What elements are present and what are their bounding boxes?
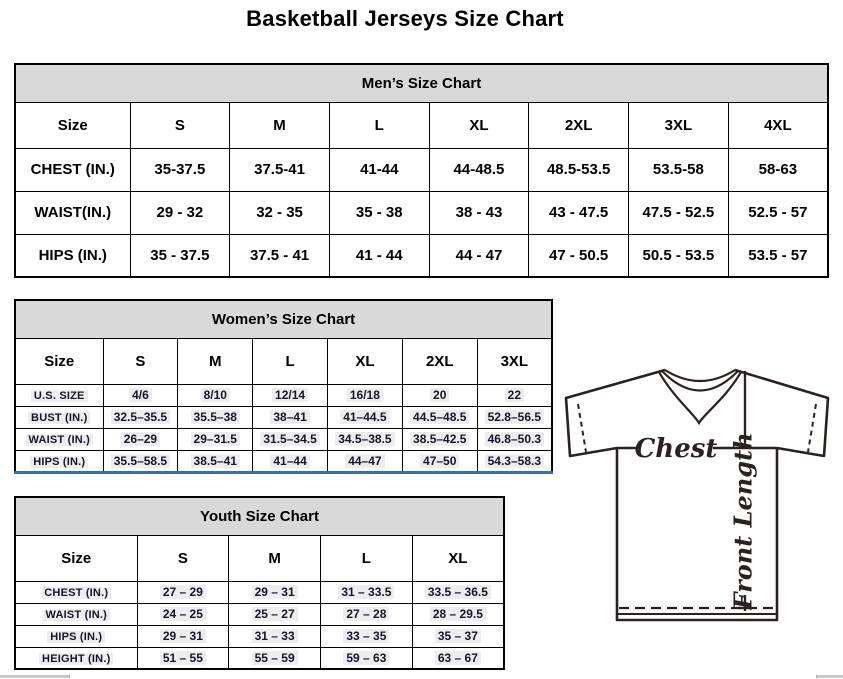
size-value: 38–41 (270, 410, 309, 424)
size-value-cell (529, 148, 629, 191)
table-row (15, 428, 552, 450)
header-row (15, 102, 828, 148)
size-value-cell (130, 234, 230, 277)
size-value: 35-37.5 (154, 161, 206, 178)
jersey-measurement-diagram (556, 358, 840, 630)
size-value-cell (477, 384, 552, 406)
size-value-cell (402, 406, 477, 428)
size-value-cell (130, 191, 230, 234)
size-value-cell (402, 450, 477, 472)
size-value-cell (412, 647, 504, 669)
size-value: 58-63 (758, 161, 798, 178)
row-label-cell (15, 647, 137, 669)
chest-label: Chest (634, 434, 718, 464)
size-column-header: S (103, 338, 178, 384)
row-label-cell (15, 191, 130, 234)
size-column-header: L (253, 338, 328, 384)
size-value: 35 - 37.5 (150, 246, 210, 264)
size-value-cell (178, 384, 253, 406)
size-value: 33.5 – 36.5 (425, 585, 491, 599)
row-label: WAIST(IN.) (34, 204, 112, 221)
size-value-cell (402, 384, 477, 406)
size-value-cell (253, 384, 328, 406)
size-value: 20 (430, 388, 449, 402)
size-value-cell (321, 603, 413, 625)
size-value: 26–29 (121, 432, 160, 446)
size-value: 35 – 37 (435, 629, 481, 643)
size-value-cell (253, 406, 328, 428)
size-value: 33 – 35 (343, 629, 389, 643)
table-row (15, 234, 828, 277)
size-value: 55 – 59 (252, 651, 298, 665)
size-value: 44.5–48.5 (410, 410, 469, 424)
table-row (15, 603, 504, 625)
size-value: 54.3–58.3 (485, 454, 544, 468)
size-column-header: M (178, 338, 253, 384)
right-sleeve-cuff-dashes (808, 404, 816, 452)
size-value: 41 - 44 (355, 246, 403, 264)
size-value-cell (230, 148, 330, 191)
size-value: 34.5–38.5 (335, 432, 394, 446)
size-column-header: L (329, 102, 429, 148)
size-value-cell (477, 428, 552, 450)
size-value-cell (529, 234, 629, 277)
size-value: 32.5–35.5 (111, 410, 170, 424)
size-value-cell (429, 191, 529, 234)
size-value: 52.8–56.5 (485, 410, 544, 424)
size-column-header: XL (327, 338, 402, 384)
size-value-cell (327, 450, 402, 472)
size-column-header: 2XL (402, 338, 477, 384)
size-value-cell (412, 603, 504, 625)
womens-size-table (14, 299, 553, 474)
size-value-cell (253, 450, 328, 472)
size-value-cell (230, 234, 330, 277)
page-title: Basketball Jerseys Size Chart (246, 6, 564, 31)
row-label: HIPS (IN.) (30, 456, 88, 468)
size-value: 38.5–41 (191, 454, 240, 468)
size-value: 44–47 (345, 454, 384, 468)
size-column-header: S (130, 102, 230, 148)
size-value-cell (130, 148, 230, 191)
size-column-header: 4XL (728, 102, 828, 148)
row-label: U.S. SIZE (31, 390, 88, 402)
size-value: 27 – 28 (343, 607, 389, 621)
size-value: 53.5-58 (652, 161, 704, 178)
size-value: 52.5 - 57 (748, 204, 808, 221)
size-value: 16/18 (347, 388, 383, 402)
row-label-cell (15, 148, 130, 191)
size-value-cell (327, 406, 402, 428)
size-value-cell (229, 647, 321, 669)
size-value: 47 - 50.5 (549, 246, 609, 264)
size-value-cell (103, 428, 178, 450)
size-value-cell (477, 406, 552, 428)
size-value: 37.5 - 41 (249, 246, 310, 264)
row-label: HIPS (IN.) (47, 631, 105, 643)
youth-size-table (14, 496, 505, 670)
size-column-header: 2XL (529, 102, 629, 148)
size-value: 31 – 33.5 (338, 585, 394, 599)
size-value: 48.5-53.5 (546, 161, 611, 178)
mens-size-table (14, 63, 829, 278)
horizontal-scrollbar-thumb-right[interactable] (816, 675, 843, 678)
row-label-cell (15, 625, 137, 647)
size-value-cell (178, 428, 253, 450)
size-column-header: Size (15, 338, 103, 384)
size-value-cell (529, 191, 629, 234)
size-value-cell (329, 234, 429, 277)
collar-back-arc (665, 370, 735, 381)
row-label-cell (15, 603, 137, 625)
size-value: 41-44 (360, 161, 399, 178)
jersey-outline (566, 370, 828, 620)
size-value: 53.5 - 57 (748, 246, 808, 264)
size-value-cell (178, 406, 253, 428)
table-row (15, 581, 504, 603)
header-row (15, 535, 504, 581)
size-column-header: L (321, 535, 413, 581)
size-value: 37.5-41 (254, 161, 305, 178)
left-sleeve-cuff-dashes (578, 404, 586, 452)
row-label-cell (15, 450, 103, 472)
size-value-cell (327, 384, 402, 406)
horizontal-scrollbar-thumb-left[interactable] (0, 675, 70, 678)
size-value: 35.5–58.5 (111, 454, 170, 468)
table-row (15, 384, 552, 406)
size-value: 51 – 55 (160, 651, 206, 665)
size-value: 22 (505, 388, 524, 402)
table-row (15, 647, 504, 669)
size-column-header: 3XL (629, 102, 729, 148)
size-column-header: Size (15, 535, 137, 581)
size-value-cell (629, 234, 729, 277)
size-value-cell (412, 581, 504, 603)
table-title: Youth Size Chart (15, 497, 504, 535)
front-length-label: Front Length (728, 432, 758, 610)
row-label: CHEST (IN.) (41, 587, 111, 599)
table-title: Men’s Size Chart (15, 64, 828, 102)
row-label: HIPS (IN.) (38, 246, 107, 264)
row-label: WAIST (IN.) (43, 609, 110, 621)
size-column-header: M (230, 102, 330, 148)
size-value-cell (103, 406, 178, 428)
size-value: 8/10 (201, 388, 230, 402)
size-value: 25 – 27 (252, 607, 298, 621)
size-value: 32 - 35 (256, 204, 303, 221)
size-value: 35 - 38 (355, 204, 403, 221)
row-label-cell (15, 581, 137, 603)
size-value-cell (728, 148, 828, 191)
table-row (15, 625, 504, 647)
size-value: 24 – 25 (160, 607, 206, 621)
size-value-cell (321, 647, 413, 669)
row-label-cell (15, 234, 130, 277)
row-label: WAIST (IN.) (26, 434, 93, 446)
row-label: BUST (IN.) (28, 412, 90, 424)
size-column-header: 3XL (477, 338, 552, 384)
size-value-cell (137, 625, 229, 647)
size-value: 46.8–50.3 (485, 432, 544, 446)
size-value: 27 – 29 (160, 585, 206, 599)
size-value: 28 – 29.5 (430, 607, 486, 621)
size-value: 41–44 (270, 454, 309, 468)
header-row (15, 338, 552, 384)
size-value: 38.5–42.5 (410, 432, 469, 446)
table-row (15, 148, 828, 191)
size-value-cell (137, 581, 229, 603)
size-column-header: XL (429, 102, 529, 148)
size-value-cell (229, 581, 321, 603)
size-value-cell (412, 625, 504, 647)
size-value: 29 – 31 (252, 585, 298, 599)
size-value-cell (429, 234, 529, 277)
size-value: 29–31.5 (191, 432, 240, 446)
size-column-header: S (137, 535, 229, 581)
row-label-cell (15, 406, 103, 428)
size-value-cell (329, 191, 429, 234)
size-column-header: XL (412, 535, 504, 581)
size-value: 31.5–34.5 (260, 432, 319, 446)
size-value: 38 - 43 (455, 204, 503, 221)
size-value-cell (327, 428, 402, 450)
size-value: 59 – 63 (343, 651, 389, 665)
size-value-cell (429, 148, 529, 191)
size-value-cell (321, 581, 413, 603)
size-value-cell (629, 191, 729, 234)
size-value: 31 – 33 (252, 629, 298, 643)
size-value-cell (103, 450, 178, 472)
size-value: 47.5 - 52.5 (642, 204, 715, 221)
size-value: 47–50 (420, 454, 459, 468)
size-value-cell (728, 191, 828, 234)
size-value: 29 - 32 (156, 204, 204, 221)
size-value-cell (230, 191, 330, 234)
size-value-cell (137, 603, 229, 625)
table-title: Women’s Size Chart (15, 300, 552, 338)
table-row (15, 450, 552, 472)
size-value-cell (402, 428, 477, 450)
size-column-header: Size (15, 102, 130, 148)
size-value: 63 – 67 (435, 651, 481, 665)
size-value-cell (477, 450, 552, 472)
size-value: 35.5–38 (191, 410, 240, 424)
size-value: 29 – 31 (160, 629, 206, 643)
table-row (15, 191, 828, 234)
row-label-cell (15, 384, 103, 406)
size-value-cell (629, 148, 729, 191)
size-value: 4/6 (129, 388, 152, 402)
size-value-cell (253, 428, 328, 450)
row-label: CHEST (IN.) (30, 161, 115, 178)
size-value-cell (103, 384, 178, 406)
size-value: 12/14 (272, 388, 308, 402)
size-value-cell (137, 647, 229, 669)
size-value: 50.5 - 53.5 (642, 246, 715, 264)
size-value: 44-48.5 (453, 161, 505, 178)
size-value: 44 - 47 (455, 246, 503, 264)
size-value-cell (229, 625, 321, 647)
size-column-header: M (229, 535, 321, 581)
row-label: HEIGHT (IN.) (39, 653, 113, 665)
size-value-cell (321, 625, 413, 647)
size-value-cell (728, 234, 828, 277)
size-value-cell (178, 450, 253, 472)
size-value-cell (329, 148, 429, 191)
size-value: 43 - 47.5 (549, 204, 609, 221)
row-label-cell (15, 428, 103, 450)
size-value-cell (229, 603, 321, 625)
table-row (15, 406, 552, 428)
size-value: 41–44.5 (340, 410, 389, 424)
